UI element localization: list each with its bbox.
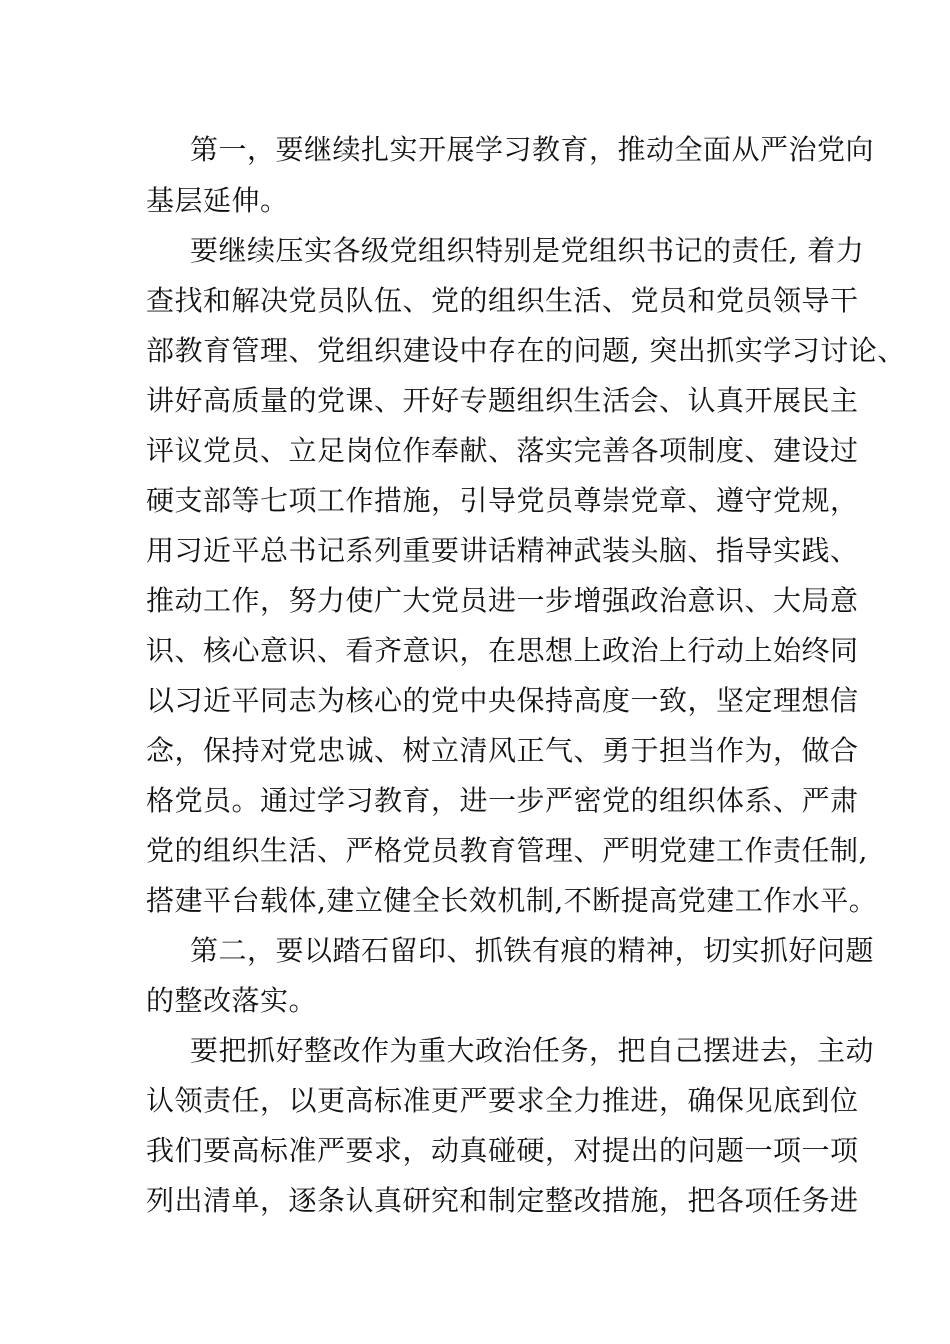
paragraph-line: 念，保持对党忠诚、树立清风正气、勇于担当作为，做合 xyxy=(146,734,859,767)
paragraph-line: 硬支部等七项工作措施，引导党员尊崇党章、遵守党规， xyxy=(146,484,859,517)
paragraph-line: 以习近平同志为核心的党中央保持高度一致，坚定理想信 xyxy=(146,684,859,717)
heading-line-2: 的整改落实。 xyxy=(146,984,318,1017)
paragraph-line: 要继续压实各级党组织特别是党组织书记的责任, 着力 xyxy=(190,234,865,267)
paragraph-line: 搭建平台载体,建立健全长效机制,不断提高党建工作水平。 xyxy=(146,884,878,917)
paragraph-line: 格党员。通过学习教育，进一步严密党的组织体系、严肃 xyxy=(146,784,859,817)
heading-line-2: 基层延伸。 xyxy=(146,184,289,217)
paragraph-line: 列出清单，逐条认真研究和制定整改措施，把各项任务进 xyxy=(146,1184,859,1217)
paragraph-line: 查找和解决党员队伍、党的组织生活、党员和党员领导干 xyxy=(146,284,859,317)
heading-line-1: 第二，要以踏石留印、抓铁有痕的精神，切实抓好问题 xyxy=(190,934,875,967)
paragraph-line: 识、核心意识、看齐意识，在思想上政治上行动上始终同 xyxy=(146,634,859,667)
paragraph-line: 部教育管理、党组织建设中存在的问题, 突出抓实学习讨论、 xyxy=(146,334,906,367)
paragraph-line: 推动工作，努力使广大党员进一步增强政治意识、大局意 xyxy=(146,584,859,617)
paragraph-line: 讲好高质量的党课、开好专题组织生活会、认真开展民主 xyxy=(146,384,859,417)
heading-line-1: 第一，要继续扎实开展学习教育，推动全面从严治党向 xyxy=(190,133,875,166)
paragraph-line: 党的组织生活、严格党员教育管理、严明党建工作责任制, xyxy=(146,834,868,867)
paragraph-line: 认领责任，以更高标准更严要求全力推进，确保见底到位 xyxy=(146,1084,859,1117)
paragraph-line: 用习近平总书记系列重要讲话精神武装头脑、指导实践、 xyxy=(146,534,859,567)
paragraph-line: 我们要高标准严要求，动真碰硬，对提出的问题一项一项 xyxy=(146,1134,859,1167)
paragraph-line: 评议党员、立足岗位作奉献、落实完善各项制度、建设过 xyxy=(146,434,859,467)
paragraph-line: 要把抓好整改作为重大政治任务，把自己摆进去，主动 xyxy=(190,1034,875,1067)
